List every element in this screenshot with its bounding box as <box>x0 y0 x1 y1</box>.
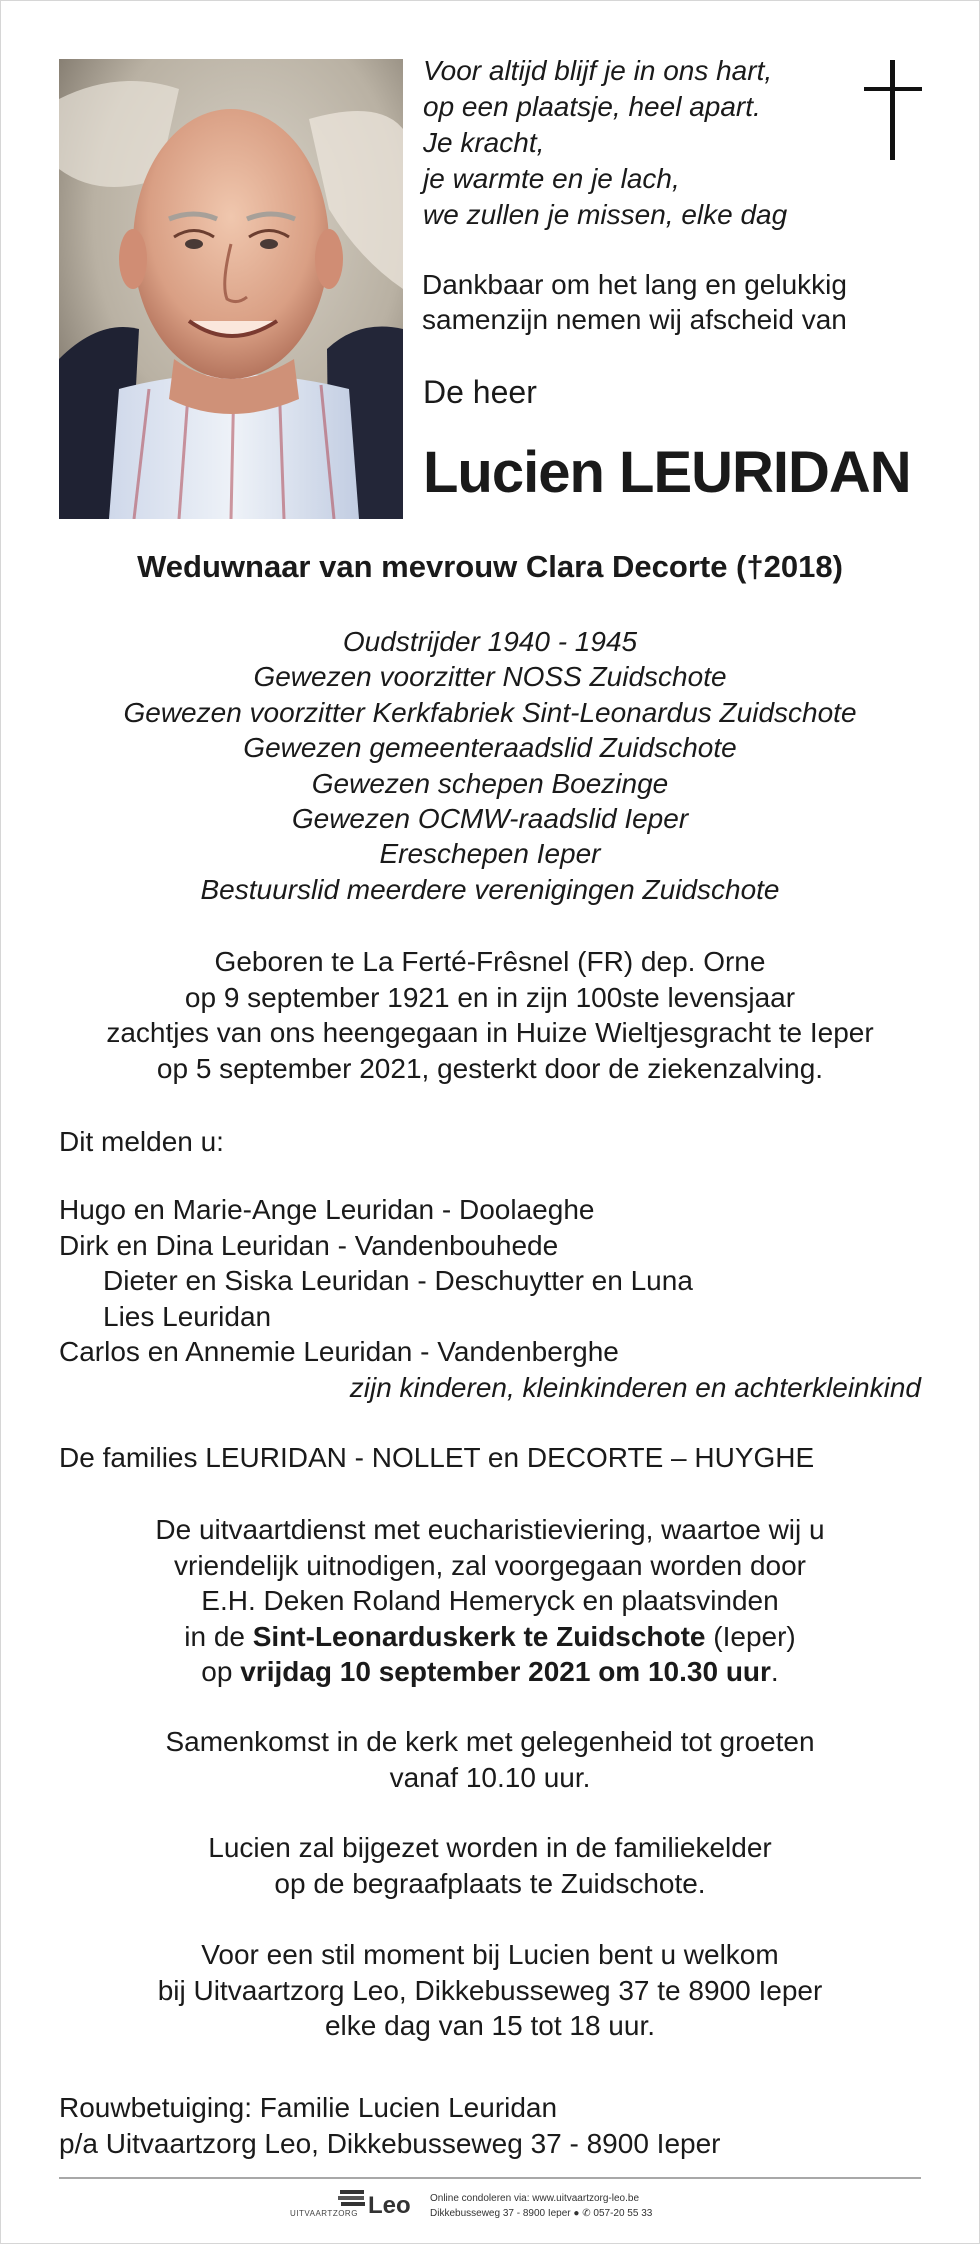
visit-line: elke dag van 15 tot 18 uur. <box>324 2010 656 2041</box>
burial-text <box>0 1830 980 1901</box>
thanks-text <box>422 267 847 337</box>
footer-address: Dikkebusseweg 37 - 8900 Ieper ● ✆ 057-20 55 33 <box>430 2208 653 2219</box>
funeral-service-text <box>0 1512 980 1690</box>
condolence-line: Rouwbetuiging: Familie Lucien Leuridan <box>59 2092 558 2123</box>
family-line: Dirk en Dina Leuridan - Vandenbouhede <box>59 1229 559 1261</box>
visit-line: bij Uitvaartzorg Leo, Dikkebusseweg 37 te 8900 Ieper <box>157 1974 823 2006</box>
service-line: vriendelijk uitnodigen, zal voorgegaan worden door <box>174 1549 806 1581</box>
footer-website[interactable]: Online condoleren via: www.uitvaartzorg-leo.be <box>430 2193 639 2204</box>
title-line: Gewezen voorzitter Kerkfabriek Sint-Leonardus Zuidschote <box>123 696 857 728</box>
service-text: in de <box>184 1620 253 1652</box>
birth-line: op 9 september 1921 en in zijn 100ste levensjaar <box>184 981 796 1013</box>
poem-line: op een plaatsje, heel apart. <box>423 91 761 122</box>
cross-icon <box>864 60 922 160</box>
service-text: (Ieper) <box>705 1620 796 1652</box>
poem-line: je warmte en je lach, <box>423 163 680 194</box>
logo-name: Leo <box>368 2192 411 2219</box>
title-line: Bestuurslid meerdere verenigingen Zuidschote <box>200 873 780 905</box>
service-line: De uitvaartdienst met eucharistieviering, waartoe wij u <box>155 1514 825 1545</box>
birth-line: Geboren te La Ferté-Frêsnel (FR) dep. Orne <box>214 946 766 977</box>
poem-line: we zullen je missen, elke dag <box>423 199 788 230</box>
family-line: Lies Leuridan <box>103 1300 272 1332</box>
book-logo-icon <box>338 2188 366 2206</box>
family-relation: zijn kinderen, kleinkinderen en achterkleinkind <box>349 1371 921 1403</box>
meeting-line: vanaf 10.10 uur. <box>389 1761 591 1793</box>
footer-divider <box>59 2177 921 2179</box>
service-line: E.H. Deken Roland Hemeryck en plaatsvinden <box>201 1585 779 1616</box>
service-text: op <box>201 1656 241 1687</box>
salutation: De heer <box>423 374 537 410</box>
poem-line: Voor altijd blijf je in ons hart, <box>423 55 773 86</box>
church-name: Sint-Leonarduskerk te Zuidschote <box>252 1620 706 1652</box>
visit-line: Voor een stil moment bij Lucien bent u welkom <box>201 1939 779 1970</box>
condolence-line: p/a Uitvaartzorg Leo, Dikkebusseweg 37 - 8900 Ieper <box>59 2127 721 2159</box>
thanks-line: samenzijn nemen wij afscheid van <box>422 304 847 335</box>
birth-line: op 5 september 2021, gesterkt door de ziekenzalving. <box>156 1052 824 1084</box>
condolence-address <box>59 2090 721 2161</box>
title-line: Ereschepen Ieper <box>379 838 601 870</box>
birth-death-text <box>0 944 980 1086</box>
poem-line: Je kracht, <box>423 127 545 158</box>
meeting-text <box>0 1724 980 1795</box>
footer-info <box>430 2191 652 2221</box>
title-line: Gewezen gemeenteraadslid Zuidschote <box>243 732 737 764</box>
widower-line: Weduwnaar van mevrouw Clara Decorte (†2018) <box>137 549 843 584</box>
service-line <box>0 1654 980 1690</box>
visit-text <box>0 1937 980 2044</box>
title-line: Gewezen schepen Boezinge <box>311 767 669 799</box>
logo-small-text: UITVAARTZORG <box>290 2209 358 2218</box>
service-text: . <box>770 1656 779 1687</box>
meeting-line: Samenkomst in de kerk met gelegenheid tot groeten <box>165 1726 815 1757</box>
family-list <box>59 1192 921 1405</box>
burial-line: op de begraafplaats te Zuidschote. <box>274 1867 706 1899</box>
family-line: Dieter en Siska Leuridan - Deschuytter en Luna <box>103 1265 693 1296</box>
family-line: Hugo en Marie-Ange Leuridan - Doolaeghe <box>59 1194 595 1225</box>
service-line <box>0 1619 980 1655</box>
portrait-photo <box>59 59 403 519</box>
service-datetime: vrijdag 10 september 2021 om 10.30 uur <box>240 1656 771 1687</box>
announce-line: Dit melden u: <box>59 1126 224 1157</box>
title-line: Gewezen OCMW-raadslid Ieper <box>291 803 689 835</box>
deceased-name: Lucien LEURIDAN <box>423 440 911 505</box>
poem <box>423 53 843 233</box>
title-line: Oudstrijder 1940 - 1945 <box>342 626 638 657</box>
funeral-home-footer <box>290 2186 710 2230</box>
honorary-titles <box>0 624 980 907</box>
thanks-line: Dankbaar om het lang en gelukkig <box>422 269 847 300</box>
family-line: Carlos en Annemie Leuridan - Vandenberghe <box>59 1336 619 1367</box>
birth-line: zachtjes van ons heengegaan in Huize Wieltjesgracht te Ieper <box>106 1017 874 1048</box>
burial-line: Lucien zal bijgezet worden in de familiekelder <box>208 1832 772 1863</box>
title-line: Gewezen voorzitter NOSS Zuidschote <box>253 661 727 693</box>
families-line: De families LEURIDAN - NOLLET en DECORTE – HUYGHE <box>59 1442 815 1473</box>
